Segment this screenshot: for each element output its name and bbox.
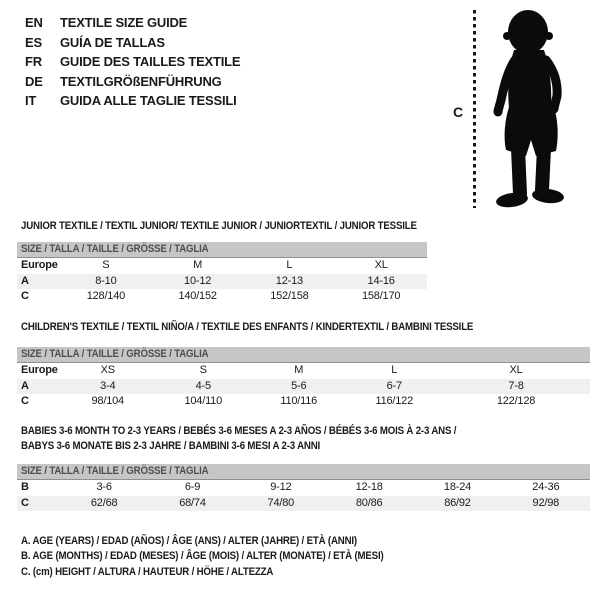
table-row xyxy=(17,258,427,274)
table-cell: 62/68 xyxy=(90,496,118,509)
size-table-1 xyxy=(17,242,427,305)
table-cell: 92/98 xyxy=(532,496,560,509)
table-cell: XS xyxy=(100,364,115,376)
table-cell: L xyxy=(391,364,398,376)
table-cell: 86/92 xyxy=(444,496,471,509)
language-title: GUIDA ALLE TAGLIE TESSILI xyxy=(60,93,237,109)
size-header-bar xyxy=(17,464,590,480)
table-cell: 116/122 xyxy=(375,395,414,407)
language-code: ES xyxy=(25,34,42,50)
row-label: Europe xyxy=(21,259,58,271)
section-title-line: BABIES 3-6 MONTH TO 2-3 YEARS / BEBÉS 3-6 MESES A 2-3 AÑOS / BÉBÉS 3-6 MOIS À 2-3 ANS / xyxy=(21,425,457,437)
row-label: C xyxy=(21,290,29,302)
row-label: Europe xyxy=(21,364,58,376)
table-cell: S xyxy=(199,364,207,376)
footnotes-block xyxy=(21,534,433,580)
table-cell: 3-4 xyxy=(100,379,116,392)
row-label: A xyxy=(21,379,29,392)
table-cell: 9-12 xyxy=(270,481,292,493)
section-title-line: JUNIOR TEXTILE / TEXTIL JUNIOR/ TEXTILE JUNIOR / JUNIORTEXTIL / JUNIOR TESSILE xyxy=(21,220,417,232)
language-code: FR xyxy=(25,54,42,70)
language-title: TEXTILE SIZE GUIDE xyxy=(60,15,188,30)
table-cell: 98/104 xyxy=(91,395,124,407)
table-cell: 74/80 xyxy=(267,496,295,509)
language-row xyxy=(25,33,240,53)
table-cell: 24-36 xyxy=(532,481,560,493)
table-cell: 6-7 xyxy=(386,379,402,392)
table-cell: M xyxy=(294,364,304,376)
table-cell: 3-6 xyxy=(96,481,112,493)
language-title: TEXTILGRÖßENFÜHRUNG xyxy=(60,73,222,89)
section-1-title xyxy=(21,219,471,234)
table-cell: 10-12 xyxy=(184,274,212,287)
table-cell: S xyxy=(102,259,110,271)
section-2-title xyxy=(21,320,535,335)
table-row xyxy=(17,379,590,395)
table-cell: 4-5 xyxy=(195,379,211,392)
size-header-label: SIZE / TALLA / TAILLE / GRÖSSE / TAGLIA xyxy=(21,348,209,360)
table-cell: 152/158 xyxy=(270,290,309,302)
baby-silhouette-icon xyxy=(488,8,584,213)
table-row xyxy=(17,480,590,496)
language-row xyxy=(25,91,240,111)
table-cell: 158/170 xyxy=(361,290,401,302)
table-cell: 12-18 xyxy=(355,481,383,493)
table-cell: XL xyxy=(509,364,523,376)
language-code: EN xyxy=(25,15,43,30)
section-title-line: CHILDREN'S TEXTILE / TEXTIL NIÑO/A / TEXTILE DES ENFANTS / KINDERTEXTIL / BAMBINI TESSILE xyxy=(21,321,474,333)
footnote-line xyxy=(21,549,433,564)
language-title: GUÍA DE TALLAS xyxy=(60,34,165,50)
row-label: C xyxy=(21,496,29,509)
section-title-line: BABYS 3-6 MONATE BIS 2-3 JAHRE / BAMBINI 3-6 MESI A 2-3 ANNI xyxy=(21,439,321,452)
size-table-2 xyxy=(17,347,590,410)
footnote-text: C. (cm) HEIGHT / ALTURA / HAUTEUR / HÖHE / ALTEZZA xyxy=(21,565,274,578)
table-cell: 104/110 xyxy=(184,395,223,407)
size-header-bar xyxy=(17,347,590,363)
language-row xyxy=(25,52,240,72)
table-cell: 80/86 xyxy=(355,496,383,509)
table-row xyxy=(17,274,427,290)
table-cell: 5-6 xyxy=(291,379,307,392)
table-cell: 122/128 xyxy=(496,395,536,407)
size-header-label: SIZE / TALLA / TAILLE / GRÖSSE / TAGLIA xyxy=(21,465,209,477)
table-cell: 6-9 xyxy=(184,481,201,493)
row-label: B xyxy=(21,481,29,493)
table-cell: 128/140 xyxy=(86,290,126,302)
table-row xyxy=(17,363,590,379)
size-table-3 xyxy=(17,464,590,511)
language-title: GUIDE DES TAILLES TEXTILE xyxy=(60,54,241,70)
language-title-list xyxy=(25,13,240,111)
size-header-label: SIZE / TALLA / TAILLE / GRÖSSE / TAGLIA xyxy=(21,243,209,255)
table-cell: M xyxy=(193,259,203,271)
language-code: IT xyxy=(25,93,37,109)
baby-figure xyxy=(450,8,598,216)
height-measure-label: C xyxy=(453,104,464,120)
table-cell: XL xyxy=(374,259,388,271)
row-label: C xyxy=(21,395,29,407)
table-cell: 7-8 xyxy=(508,379,524,392)
size-header-bar xyxy=(17,242,427,258)
table-cell: L xyxy=(286,259,293,271)
table-cell: 12-13 xyxy=(275,274,303,287)
footnote-line xyxy=(21,565,433,580)
table-cell: 8-10 xyxy=(95,274,117,287)
footnote-line xyxy=(21,534,433,549)
footnote-text: A. AGE (YEARS) / EDAD (AÑOS) / ÂGE (ANS) / ALTER (JAHRE) / ETÀ (ANNI) xyxy=(21,535,357,547)
language-code: DE xyxy=(25,73,43,89)
table-row xyxy=(17,496,590,512)
language-row xyxy=(25,72,240,92)
row-label: A xyxy=(21,274,29,287)
table-cell: 110/116 xyxy=(280,395,318,407)
section-3-title xyxy=(21,424,600,453)
height-dotted-line xyxy=(473,10,476,208)
table-cell: 140/152 xyxy=(178,290,217,302)
table-row xyxy=(17,394,590,410)
language-row xyxy=(25,13,240,33)
table-row xyxy=(17,289,427,305)
footnote-text: B. AGE (MONTHS) / EDAD (MESES) / ÂGE (MOIS) / ALTER (MONATE) / ETÀ (MESI) xyxy=(21,550,384,563)
table-cell: 18-24 xyxy=(443,481,472,493)
table-cell: 68/74 xyxy=(179,496,206,509)
table-cell: 14-16 xyxy=(367,274,395,287)
